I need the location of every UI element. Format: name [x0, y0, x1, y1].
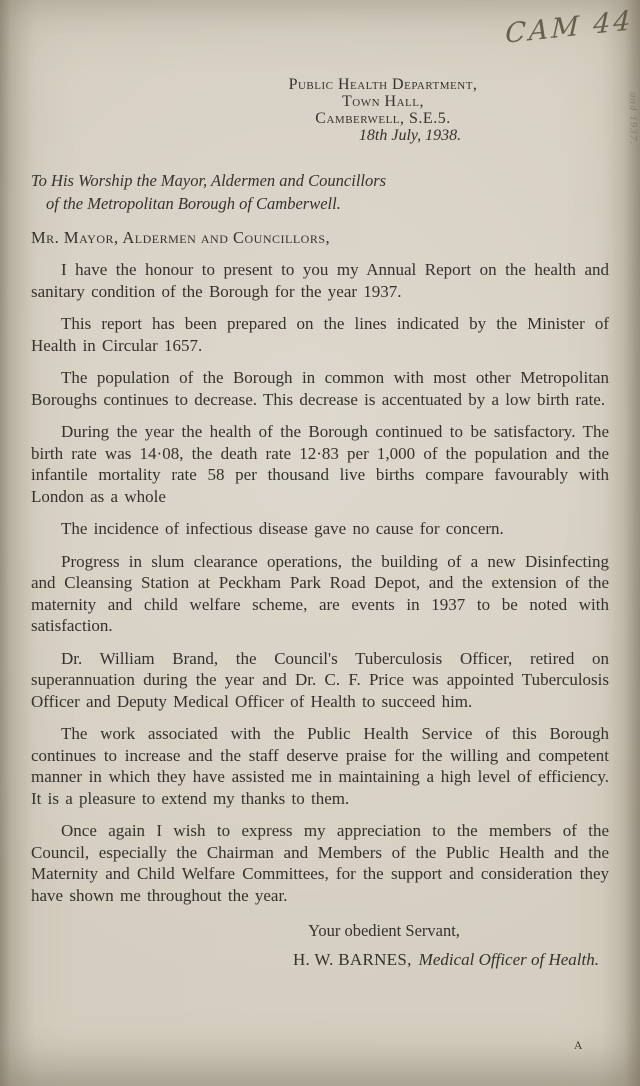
letterhead-town-hall: Town Hall, — [342, 93, 424, 110]
paragraph-1: I have the honour to present to you my Annual Report on the health and sanitary condition of the Borough for the year 1937. — [31, 260, 609, 301]
salutation-line-1: To His Worship the Mayor, Aldermen and Councillors — [31, 171, 387, 190]
paragraph-2: This report has been prepared on the lines indicated by the Minister of Health in Circular 1657. — [31, 314, 609, 355]
paragraph-4: During the year the health of the Borough continued to be satisfactory. The birth rate was 14·08, the death rate 12·83 per 1,000 of the population and the infantile mortality rate 58 per thousand live births compare favourably with London as a whole — [31, 422, 609, 506]
signature-title: Medical Officer of Health. — [418, 950, 599, 969]
letterhead-department: Public Health Department, — [288, 76, 478, 93]
paragraph-8: The work associated with the Public Health Service of this Borough continues to increase and the staff deserve praise for the willing and competent manner in which they have assisted me in maintaining a high level of efficiency. It is a pleasure to extend my thanks to them. — [31, 724, 609, 808]
letterhead-address: Camberwell, S.E.5. — [315, 110, 451, 127]
printers-mark: A — [574, 1040, 583, 1052]
signature-name: H. W. BARNES, — [292, 950, 412, 969]
paragraph-9: Once again I wish to express my appreciation to the members of the Council, especially the Chairman and Members of the Public Health and the Maternity and Child Welfare Committees, for the support and consideration they have shown me throughout the year. — [31, 821, 609, 905]
salutation — [31, 170, 609, 215]
signature-line — [31, 950, 609, 970]
letterhead — [248, 76, 518, 144]
paragraph-3: The population of the Borough in common with most other Metropolitan Boroughs continues to decrease. This decrease is accentuated by a low birth rate. — [31, 368, 609, 409]
salutation-line-2: of the Metropolitan Borough of Camberwell. — [46, 193, 341, 213]
page-bleed-text: and 1937. — [627, 92, 639, 145]
paragraph-6: Progress in slum clearance operations, the building of a new Disinfecting and Cleansing Station at Peckham Park Road Depot, and the extension of the maternity and child welfare scheme, are events in 1937 to be noted with satisfaction. — [31, 551, 609, 635]
letter-date: 18th July, 1938. — [358, 127, 462, 144]
paragraph-5: The incidence of infectious disease gave no cause for concern. — [61, 519, 504, 538]
letter-body — [31, 0, 609, 970]
handwritten-reference-number: CAM 44 — [505, 5, 635, 50]
greeting: Mr. Mayor, Aldermen and Councillors, — [31, 228, 331, 247]
paragraph-7: Dr. William Brand, the Council's Tuberculosis Officer, retired on superannuation during the year and Dr. C. F. Price was appointed Tuberculosis Officer and Deputy Medical Officer of Health to succeed him. — [31, 648, 609, 711]
valediction: Your obedient Servant, — [308, 921, 460, 940]
